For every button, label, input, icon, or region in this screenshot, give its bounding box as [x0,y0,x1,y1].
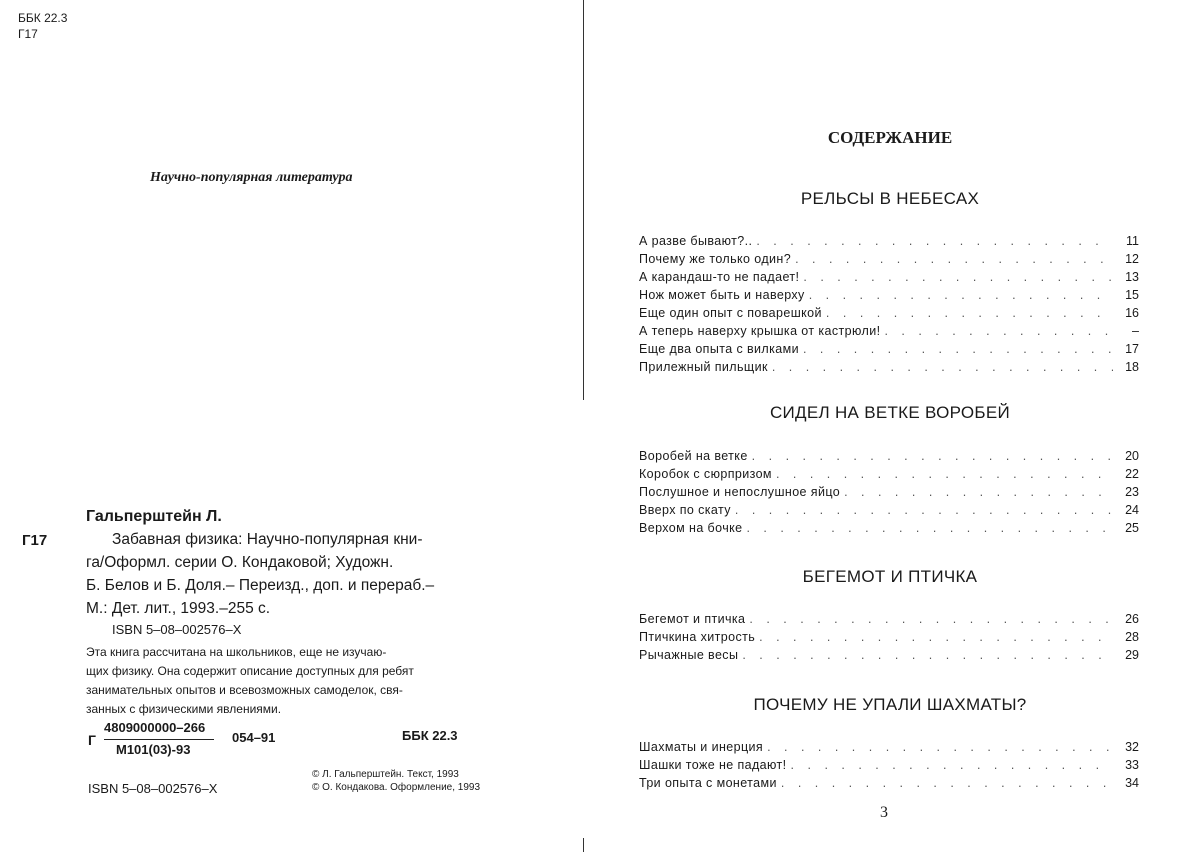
toc-entry-page: 34 [1125,776,1139,790]
toc-entry [639,467,1139,485]
isbn-bottom: ISBN 5–08–002576–X [88,781,218,796]
toc-entry [639,740,1139,758]
toc-entry-page: 32 [1125,740,1139,754]
leader-dots [791,758,1113,772]
leader-dots [826,306,1113,320]
code-fraction-line [104,739,214,740]
toc-entry-title: А разве бывают?.. [639,234,753,248]
toc-entry-title: Коробок с сюрпризом [639,467,772,481]
toc-entry [639,449,1139,467]
toc-entry-page: 18 [1125,360,1139,374]
toc-entry [639,521,1139,539]
leader-dots [756,234,1113,248]
toc-section-entries [639,234,1139,378]
toc-entry [639,485,1139,503]
toc-entry-title: Еще один опыт с поварешкой [639,306,822,320]
section-title: ПОЧЕМУ НЕ УПАЛИ ШАХМАТЫ? [753,695,1027,714]
toc-entry-title: Послушное и непослушное яйцо [639,485,841,499]
toc-entry-title: Шахматы и инерция [639,740,764,754]
toc-entry-title: Вверх по скату [639,503,731,517]
leader-dots [809,288,1113,302]
toc-entry [639,503,1139,521]
toc-entry-title: А теперь наверху крышка от кастрюли! [639,324,881,338]
toc-entry [639,306,1139,324]
annotation [86,643,516,719]
toc-entry [639,758,1139,776]
page-number: 3 [880,804,888,821]
toc-section-entries [639,449,1139,539]
toc-entry-title: Воробей на ветке [639,449,748,463]
toc-entry-page: 15 [1125,288,1139,302]
toc-entry-page: 25 [1125,521,1139,535]
g-code: Г17 [18,27,38,41]
leader-dots [752,449,1113,463]
book-spine-line [583,0,584,400]
toc-entry-page: 16 [1125,306,1139,320]
description-line: М.: Дет. лит., 1993.–255 с. [86,600,271,617]
annotation-line: щих физику. Она содержит описание доступных для ребят [86,664,414,678]
toc-entry [639,270,1139,288]
isbn-line: ISBN 5–08–002576–X [112,622,242,637]
leader-dots [781,776,1113,790]
toc-entry [639,234,1139,252]
copyright-block [312,768,480,794]
code-tail: 054–91 [232,730,276,745]
toc-entry [639,252,1139,270]
leader-dots [735,503,1113,517]
annotation-line: Эта книга рассчитана на школьников, еще не изучаю- [86,645,387,659]
toc-entry-title: Прилежный пильщик [639,360,768,374]
toc-entry [639,342,1139,360]
leader-dots [772,360,1113,374]
toc-entry-title: Три опыта с монетами [639,776,777,790]
bbk-bottom: ББК 22.3 [402,728,458,743]
toc-entry-page: 26 [1125,612,1139,626]
section-title: СИДЕЛ НА ВЕТКЕ ВОРОБЕЙ [769,403,1011,422]
bbk-header [18,10,67,42]
toc-entry-page: – [1132,324,1139,338]
series-label: Научно-популярная литература [150,170,353,185]
description-line: Б. Белов и Б. Доля.– Переизд., доп. и перераб.– [86,577,435,594]
toc-entry-page: 22 [1125,467,1139,481]
toc-section-entries [639,612,1139,666]
g-code-side: Г17 [22,532,48,549]
code-prefix: Г [88,732,96,748]
leader-dots [884,324,1113,338]
copyright-line: © Л. Гальперштейн. Текст, 1993 [312,769,459,780]
toc-entry [639,360,1139,378]
toc-entry-page: 13 [1125,270,1139,284]
leader-dots [803,270,1113,284]
toc-entry-title: Бегемот и птичка [639,612,746,626]
toc-section-entries [639,740,1139,794]
description-line: Забавная физика: Научно-популярная кни- [112,531,423,548]
section-title: БЕГЕМОТ И ПТИЧКА [802,567,978,586]
toc-entry [639,324,1139,342]
leader-dots [795,252,1113,266]
toc-entry-page: 12 [1125,252,1139,266]
toc-title: СОДЕРЖАНИЕ [827,128,953,147]
toc-entry-page: 20 [1125,449,1139,463]
toc-entry-title: А карандаш-то не падает! [639,270,800,284]
toc-entry-title: Нож может быть и наверху [639,288,805,302]
code-denominator: М101(03)-93 [116,742,191,757]
toc-entry-page: 23 [1125,485,1139,499]
toc-entry-page: 28 [1125,630,1139,644]
leader-dots [776,467,1113,481]
toc-entry [639,288,1139,306]
toc-entry-page: 33 [1125,758,1139,772]
bibliographic-description [86,528,512,620]
toc-entry-title: Рычажные весы [639,648,739,662]
leader-dots [844,485,1113,499]
annotation-line: занных с физическими явлениями. [86,702,282,716]
description-line: га/Оформл. серии О. Кондаковой; Художн. [86,554,394,571]
toc-entry-title: Еще два опыта с вилками [639,342,799,356]
toc-entry [639,630,1139,648]
leader-dots [759,630,1113,644]
toc-entry-page: 29 [1125,648,1139,662]
annotation-line: занимательных опытов и всевозможных самоделок, свя- [86,683,403,697]
toc-entry-title: Почему же только один? [639,252,792,266]
toc-entry-page: 24 [1125,503,1139,517]
toc-entry-title: Шашки тоже не падают! [639,758,787,772]
toc-entry [639,776,1139,794]
code-numerator: 4809000000–266 [104,720,206,735]
copyright-line: © О. Кондакова. Оформление, 1993 [312,782,481,793]
leader-dots [749,612,1113,626]
leader-dots [742,648,1113,662]
leader-dots [746,521,1113,535]
book-spine-line-bottom [583,838,584,852]
toc-entry-title: Верхом на бочке [639,521,743,535]
toc-entry-page: 17 [1125,342,1139,356]
leader-dots [803,342,1113,356]
section-title: РЕЛЬСЫ В НЕБЕСАХ [800,189,980,208]
leader-dots [767,740,1113,754]
toc-entry-title: Птичкина хитрость [639,630,756,644]
toc-entry-page: 11 [1126,234,1139,248]
toc-entry [639,648,1139,666]
bbk-code: ББК 22.3 [18,11,68,25]
author-name: Гальперштейн Л. [86,508,222,525]
toc-entry [639,612,1139,630]
